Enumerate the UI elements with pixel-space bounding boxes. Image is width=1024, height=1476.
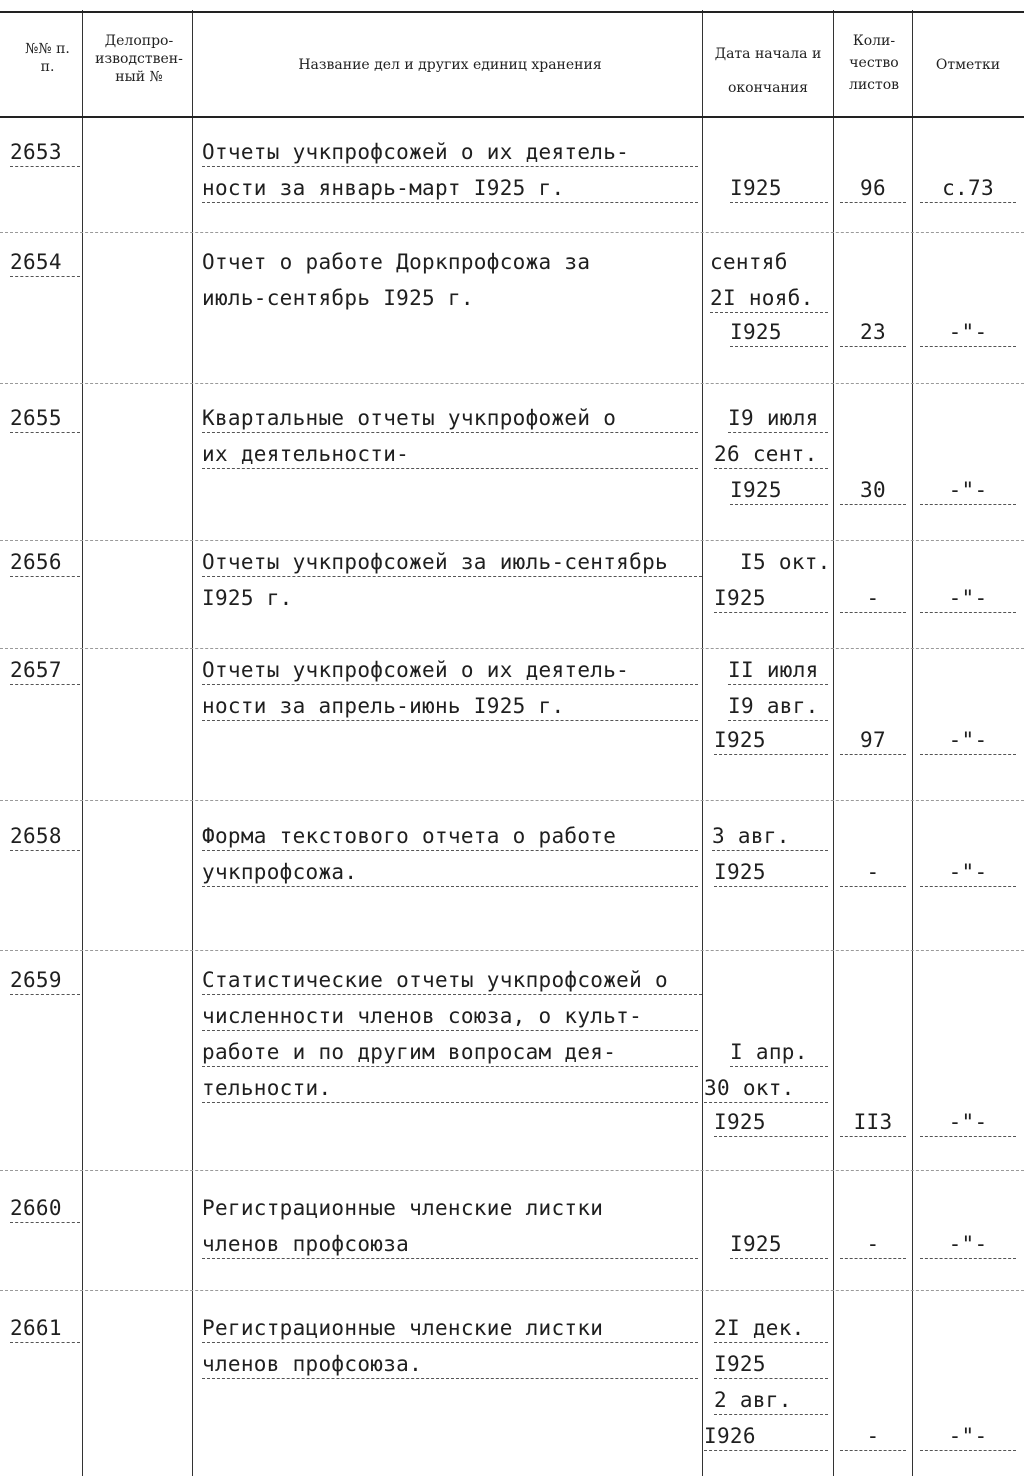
row-notes: -"- [920,584,1016,613]
row-title-line: членов профсоюза [202,1230,698,1259]
row-date-line: I925 [714,584,828,613]
row-number: 2657 [10,656,80,685]
column-rule-1 [82,10,83,1476]
row-date-line: I925 [730,174,828,203]
row-rule [0,950,1024,951]
row-rule [0,800,1024,801]
row-date-line: 26 сент. [714,440,828,469]
row-notes: с.73 [920,174,1016,203]
row-date-line: I925 [730,318,828,347]
row-rule [0,540,1024,541]
column-rule-2 [192,10,193,1476]
header-dates: Дата начала и окончания [714,46,822,96]
row-rule [0,1290,1024,1291]
row-rule [0,232,1024,233]
row-date-line: 3 авг. [712,822,828,851]
row-rule [0,648,1024,649]
row-sheets: 96 [840,174,906,203]
row-sheets: II3 [840,1108,906,1137]
row-date-line: 2I дек. [714,1314,828,1343]
row-date-line: II июля [728,656,828,685]
row-title-line: работе и по другим вопросам дея- [202,1038,698,1067]
row-number: 2661 [10,1314,80,1343]
row-date-line: 2I нояб. [710,284,828,313]
row-date-line: I9 июля [728,404,828,433]
row-date-line: I926 [704,1422,828,1451]
row-notes: -"- [920,1422,1016,1451]
row-date-line: I925 [714,858,828,887]
row-notes: -"- [920,1230,1016,1259]
column-rule-3 [702,10,703,1476]
row-title-line: учкпрофсожа. [202,858,698,887]
row-title-line: их деятельности- [202,440,698,469]
row-number: 2658 [10,822,80,851]
row-title-line: Отчеты учкпрофсожей о их деятель- [202,656,698,685]
row-date-line: I925 [714,1350,828,1379]
row-sheets: 97 [840,726,906,755]
row-date-line: сентяб [710,250,788,274]
row-title-line: численности членов союза, о культ- [202,1002,698,1031]
column-rule-4 [833,10,834,1476]
row-sheets: 23 [840,318,906,347]
row-date-line: 30 окт. [704,1074,828,1103]
row-notes: -"- [920,1108,1016,1137]
row-notes: -"- [920,726,1016,755]
row-sheets: - [840,584,906,613]
row-title-line: Отчеты учкпрофсожей о их деятель- [202,138,698,167]
row-notes: -"- [920,476,1016,505]
row-sheets: 30 [840,476,906,505]
header-sheets: Коли-чество листов [848,33,900,93]
row-title-line: ности за апрель-июнь I925 г. [202,692,698,721]
row-title-line: Отчеты учкпрофсожей за июль-сентябрь [202,548,702,577]
row-title-line: Регистрационные членские листки [202,1314,698,1343]
row-title-line: Квартальные отчеты учкпрофожей о [202,404,698,433]
row-number: 2660 [10,1194,80,1223]
row-sheets: - [840,858,906,887]
header-bottom-rule [0,116,1024,118]
row-number: 2656 [10,548,80,577]
header-notes: Отметки [935,57,1001,73]
row-title-line: ности за январь-март I925 г. [202,174,698,203]
row-number: 2653 [10,138,80,167]
header-office-num: Делопро-изводствен-ный № [95,33,183,85]
header-title: Название дел и других единиц хранения [298,57,602,73]
row-title-line: Отчет о работе Доркпрофсожа за [202,250,591,274]
row-title-line: членов профсоюза. [202,1350,698,1379]
row-date-line: I апр. [730,1038,828,1067]
row-number: 2654 [10,248,80,277]
row-title-line: июль-сентябрь I925 г. [202,286,474,310]
row-date-line: I5 окт. [740,550,831,574]
row-rule [0,383,1024,384]
row-rule [0,1170,1024,1171]
row-notes: -"- [920,858,1016,887]
header-num: №№ п. п. [25,41,70,75]
row-sheets: - [840,1422,906,1451]
row-title-line: Регистрационные членские листки [202,1196,604,1220]
header-top-rule [0,11,1024,13]
row-number: 2659 [10,966,80,995]
row-title-line: Статистические отчеты учкпрофсожей о [202,966,702,995]
row-notes: -"- [920,318,1016,347]
row-date-line: I925 [730,476,828,505]
row-date-line: 2 авг. [714,1386,828,1415]
row-date-line: I925 [714,726,828,755]
column-rule-5 [912,10,913,1476]
row-title-line: тельности. [202,1074,698,1103]
row-date-line: I9 авг. [728,692,828,721]
row-date-line: I925 [730,1230,828,1259]
row-sheets: - [840,1230,906,1259]
row-number: 2655 [10,404,80,433]
row-title-line: I925 г. [202,586,293,610]
row-date-line: I925 [714,1108,828,1137]
row-title-line: Форма текстового отчета о работе [202,822,698,851]
